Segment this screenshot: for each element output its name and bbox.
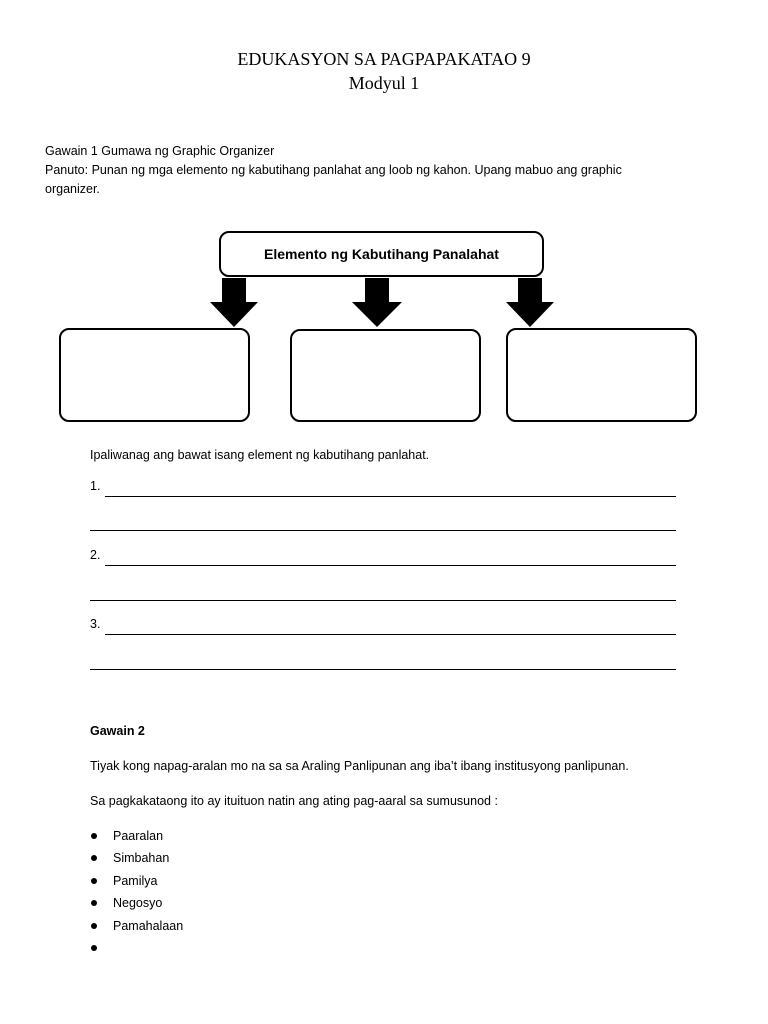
bullet-icon: [91, 900, 97, 906]
list-item-label: Pamahalaan: [113, 918, 184, 933]
answer-rule: [90, 530, 676, 531]
answer-line-3[interactable]: [90, 615, 676, 635]
gawain1-instruction-line2: organizer.: [45, 182, 100, 196]
bullet-icon: [91, 855, 97, 861]
bullet-icon: [91, 878, 97, 884]
answer-line-3-continued[interactable]: [90, 650, 676, 670]
institution-list: [90, 826, 183, 960]
answer-rule: [105, 634, 676, 635]
gawain2-paragraph-1: Tiyak kong napag-aralan mo na sa sa Araling Panlipunan ang iba’t ibang institusyong panlipunan.: [90, 759, 629, 773]
bullet-icon: [91, 833, 97, 839]
answer-line-2[interactable]: [90, 546, 676, 566]
answer-rule: [90, 669, 676, 670]
list-item: [90, 893, 183, 915]
document-subtitle: Modyul 1: [348, 73, 420, 93]
arrow-down-icon: [210, 278, 258, 327]
gawain1-instruction-line1: Panuto: Punan ng mga elemento ng kabutihang panlahat ang loob ng kahon. Upang mabuo ang graphic: [45, 163, 622, 177]
answer-number: 3.: [90, 617, 101, 631]
answer-box-3[interactable]: [506, 328, 697, 422]
gawain2-paragraph-2: Sa pagkakataong ito ay ituituon natin ang ating pag-aaral sa sumusunod :: [90, 794, 498, 808]
answer-box-2[interactable]: [290, 329, 481, 422]
gawain2-heading: Gawain 2: [90, 724, 145, 738]
bullet-icon: [91, 923, 97, 929]
list-item: [90, 848, 183, 870]
answer-line-1-continued[interactable]: [90, 511, 676, 531]
document-title: EDUKASYON SA PAGPAPAKATAO 9: [237, 49, 531, 69]
list-item-label: Negosyo: [113, 896, 163, 911]
answer-line-1[interactable]: [90, 477, 676, 497]
bullet-icon: [91, 945, 97, 951]
answer-rule: [105, 496, 676, 497]
list-item-label: Pamilya: [113, 873, 158, 888]
answer-number: 1.: [90, 479, 101, 493]
list-item: [90, 871, 183, 893]
answer-box-1[interactable]: [59, 328, 250, 422]
arrow-down-icon: [506, 278, 554, 327]
list-item: [90, 826, 183, 848]
answer-rule: [90, 600, 676, 601]
list-item: [90, 938, 183, 960]
answer-rule: [105, 565, 676, 566]
answer-line-2-continued[interactable]: [90, 581, 676, 601]
list-item-label: Paaralan: [113, 829, 164, 843]
list-item-label: Simbahan: [113, 851, 170, 866]
organizer-title: Elemento ng Kabutihang Panalahat: [264, 246, 499, 262]
gawain1-heading: Gawain 1 Gumawa ng Graphic Organizer: [45, 144, 275, 158]
explain-prompt: Ipaliwanag ang bawat isang element ng kabutihang panlahat.: [90, 448, 430, 462]
answer-number: 2.: [90, 548, 101, 562]
list-item: [90, 916, 183, 938]
arrow-down-icon: [352, 278, 402, 327]
